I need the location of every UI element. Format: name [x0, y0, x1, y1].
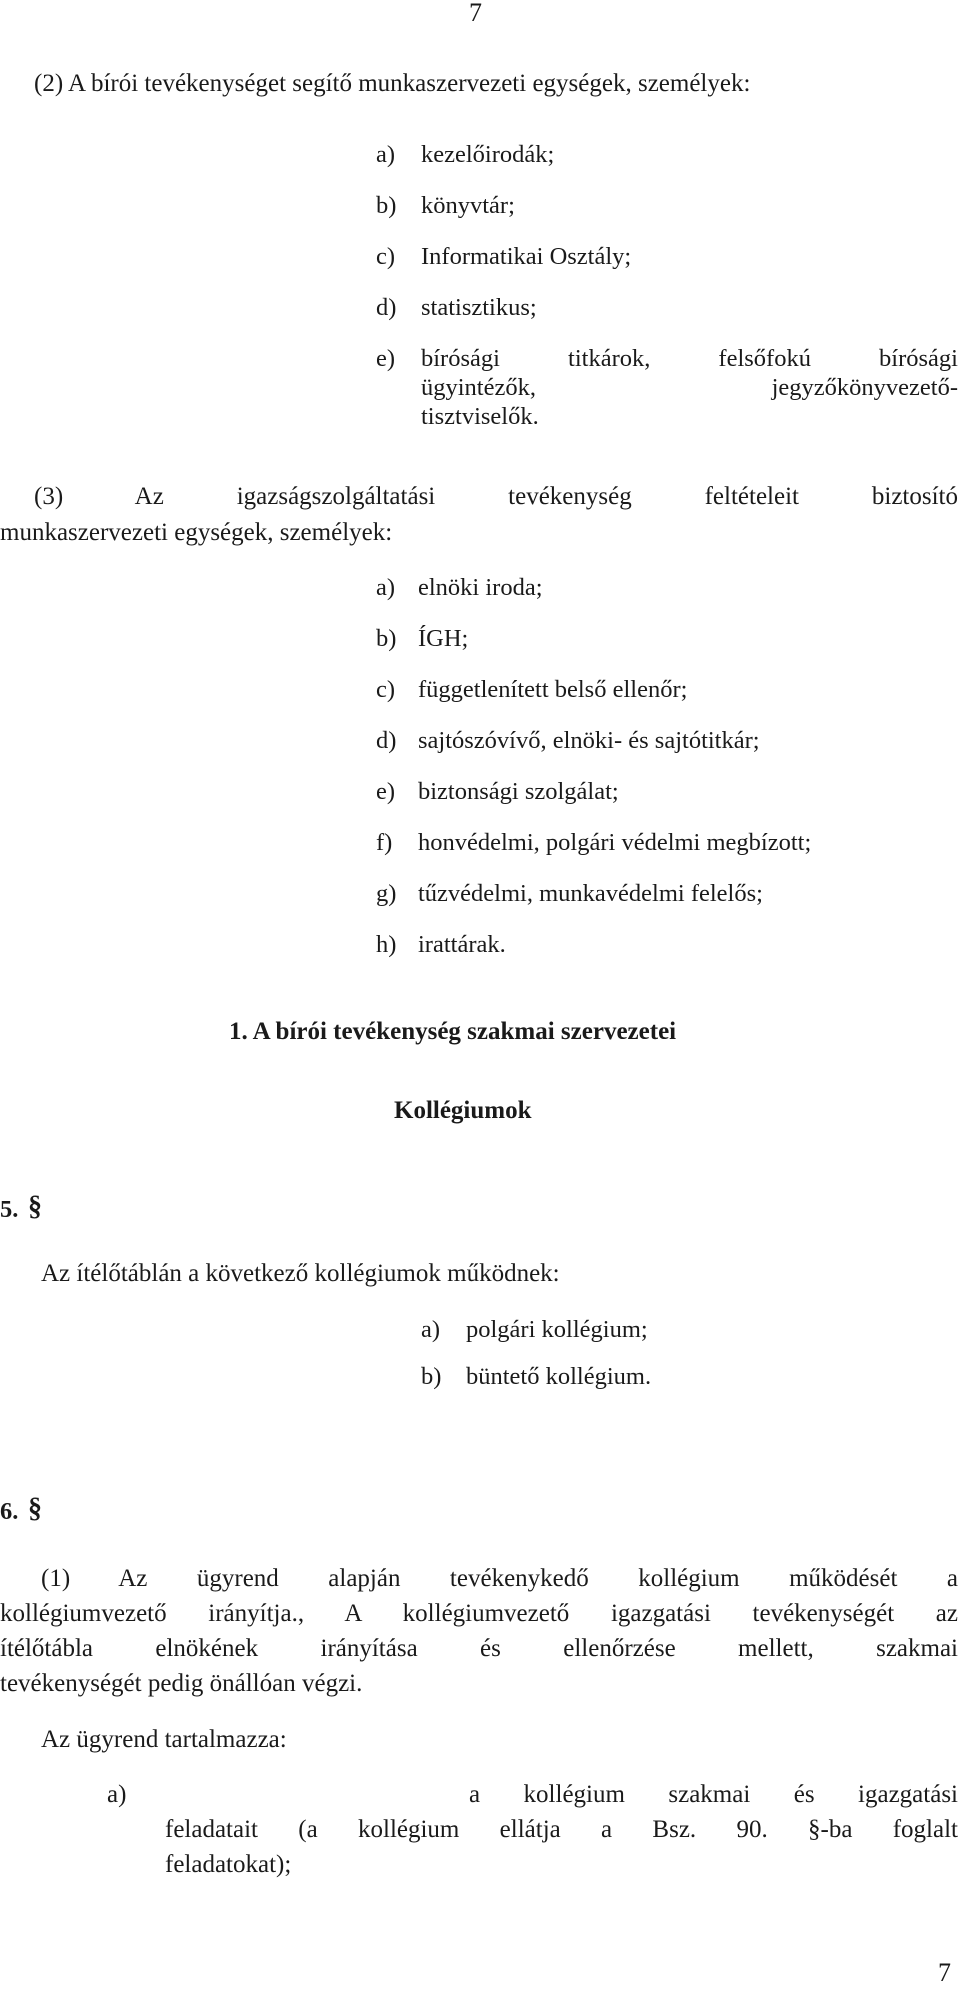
- section3-item-a: [376, 574, 543, 602]
- section3-line1: (3) Az igazságszolgáltatási tevékenység feltételeit biztosító: [34, 483, 958, 510]
- paragraph-6-sign: §: [28, 1493, 42, 1524]
- list-marker: b): [421, 1363, 442, 1390]
- list-marker: c): [376, 243, 396, 270]
- ugyrend-item-a-line2: feladatait (a kollégium ellátja a Bsz. 90. §-ba foglalt: [165, 1816, 958, 1843]
- section2-item-d: [376, 294, 537, 322]
- list-item-text: könyvtár;: [421, 192, 515, 219]
- section2-item-e-line1: bírósági titkárok, felsőfokú bírósági: [421, 345, 958, 372]
- paragraph-5-item-a: [421, 1316, 648, 1344]
- list-marker: e): [376, 778, 396, 805]
- section3-item-f: [376, 829, 811, 857]
- list-item-text: függetlenített belső ellenőr;: [418, 676, 688, 703]
- paragraph-6-number: 6.: [0, 1498, 19, 1525]
- section3-item-g: [376, 880, 763, 908]
- paragraph-5-number: 5.: [0, 1196, 19, 1223]
- ugyrend-item-a-line3: feladatokat);: [165, 1851, 292, 1878]
- chapter-heading: 1. A bírói tevékenység szakmai szervezetei: [229, 1018, 677, 1045]
- list-item-text: honvédelmi, polgári védelmi megbízott;: [418, 829, 812, 856]
- paragraph-6-line2: kollégiumvezető irányítja., A kollégiumvezető igazgatási tevékenységét az: [0, 1600, 958, 1627]
- list-item-text: irattárak.: [418, 931, 506, 958]
- list-marker: f): [376, 829, 393, 856]
- paragraph-5-item-b: [421, 1363, 651, 1391]
- list-marker: h): [376, 931, 397, 958]
- section3-line2: munkaszervezeti egységek, személyek:: [0, 519, 393, 546]
- list-marker: a): [376, 141, 396, 168]
- list-item-text: büntető kollégium.: [466, 1363, 652, 1390]
- paragraph-6-line3: ítélőtábla elnökének irányítása és ellenőrzése mellett, szakmai: [0, 1635, 958, 1662]
- list-item-text: ÍGH;: [418, 625, 469, 652]
- list-item-text: sajtószóvívő, elnöki- és sajtótitkár;: [418, 727, 760, 754]
- list-item-text: biztonsági szolgálat;: [418, 778, 619, 805]
- list-item-text: elnöki iroda;: [418, 574, 543, 601]
- list-marker: c): [376, 676, 396, 703]
- ugyrend-intro: Az ügyrend tartalmazza:: [41, 1726, 287, 1753]
- paragraph-5-intro: Az ítélőtáblán a következő kollégiumok működnek:: [41, 1260, 560, 1287]
- section2-item-b: [376, 192, 515, 220]
- section2-item-c: [376, 243, 631, 271]
- sub-heading-kollegiumok: Kollégiumok: [394, 1097, 532, 1124]
- list-marker: a): [421, 1316, 441, 1343]
- list-marker: b): [376, 192, 397, 219]
- section2-item-e-marker: e): [376, 345, 396, 372]
- paragraph-6-line1: (1) Az ügyrend alapján tevékenykedő kollégium működését a: [41, 1565, 958, 1592]
- section3-item-b: [376, 625, 468, 653]
- ugyrend-item-a-line1: a kollégium szakmai és igazgatási: [469, 1781, 958, 1808]
- section3-item-e: [376, 778, 619, 806]
- page-number-bottom: 7: [938, 1958, 951, 1987]
- list-marker: b): [376, 625, 397, 652]
- list-item-text: kezelőirodák;: [421, 141, 555, 168]
- section3-item-c: [376, 676, 687, 704]
- list-marker: g): [376, 880, 397, 907]
- list-item-text: Informatikai Osztály;: [421, 243, 632, 270]
- section2-heading: (2) A bírói tevékenységet segítő munkaszervezeti egységek, személyek:: [34, 70, 751, 97]
- section3-item-d: [376, 727, 760, 755]
- paragraph-5-sign: §: [28, 1191, 42, 1222]
- list-marker: d): [376, 294, 397, 321]
- list-item-text: statisztikus;: [421, 294, 537, 321]
- list-item-text: polgári kollégium;: [466, 1316, 648, 1343]
- section2-item-a: [376, 141, 554, 169]
- ugyrend-item-a-marker: a): [107, 1781, 127, 1808]
- list-marker: d): [376, 727, 397, 754]
- section3-item-h: [376, 931, 506, 959]
- page-number-top: 7: [469, 0, 482, 27]
- paragraph-6-line4: tevékenységét pedig önállóan végzi.: [0, 1670, 363, 1697]
- list-marker: a): [376, 574, 396, 601]
- section2-item-e-line2: ügyintézők, jegyzőkönyvezető-: [421, 374, 958, 401]
- section2-item-e-line3: tisztviselők.: [421, 403, 539, 430]
- list-item-text: tűzvédelmi, munkavédelmi felelős;: [418, 880, 763, 907]
